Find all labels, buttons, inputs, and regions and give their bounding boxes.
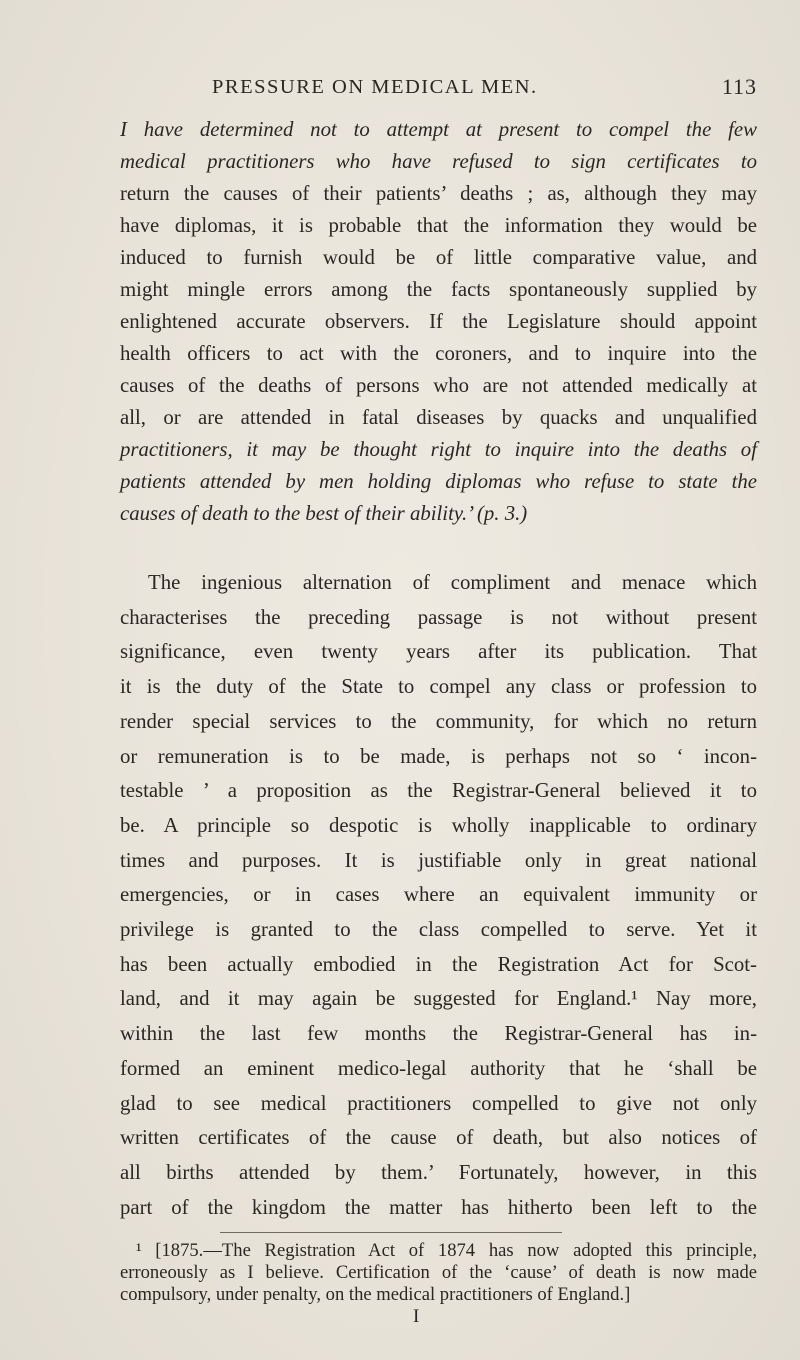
signature-mark: I	[413, 1305, 420, 1327]
body-line: significance, even twenty years after its publication. That	[120, 640, 757, 664]
quote-line: induced to furnish would be of little comparative value, and	[120, 246, 757, 269]
body-line: characterises the preceding passage is not without present	[120, 605, 757, 629]
footnote-line: ¹ [1875.—The Registration Act of 1874 has now adopted this principle,	[136, 1239, 757, 1261]
body-line: part of the kingdom the matter has hitherto been left to the	[120, 1195, 757, 1219]
body-line: glad to see medical practitioners compelled to give not only	[120, 1091, 757, 1115]
quote-line: all, or are attended in fatal diseases by quacks and unqualified	[120, 406, 757, 429]
body-line: render special services to the community, for which no return	[120, 709, 757, 733]
footnote-line: erroneously as I believe. Certification of the ‘cause’ of death is now made	[120, 1261, 757, 1283]
body-line: formed an eminent medico-legal authority that he ‘shall be	[120, 1056, 757, 1080]
body-line: all births attended by them.’ Fortunately, however, in this	[120, 1160, 757, 1184]
body-line: has been actually embodied in the Registration Act for Scot-	[120, 952, 757, 976]
body-line: The ingenious alternation of compliment and menace which	[148, 571, 757, 594]
body-line: testable ’ a proposition as the Registrar-General believed it to	[120, 779, 757, 803]
quote-line: causes of the deaths of persons who are not attended medically at	[120, 374, 757, 397]
footnote-line: compulsory, under penalty, on the medical practitioners of England.]	[120, 1283, 631, 1305]
quote-line: might mingle errors among the facts spontaneously supplied by	[120, 278, 757, 301]
body-line: it is the duty of the State to compel any class or profession to	[120, 675, 757, 699]
quote-line: I have determined not to attempt at present to compel the few	[120, 118, 757, 141]
body-line: be. A principle so despotic is wholly inapplicable to ordinary	[120, 813, 757, 837]
quote-line: health officers to act with the coroners, and to inquire into the	[120, 342, 757, 365]
footnote-separator	[220, 1232, 562, 1233]
running-title: PRESSURE ON MEDICAL MEN.	[212, 76, 538, 98]
quote-line: practitioners, it may be thought right to inquire into the deaths of	[120, 438, 757, 461]
body-line: within the last few months the Registrar-General has in-	[120, 1022, 757, 1046]
page-number: 113	[721, 74, 757, 99]
quote-line: enlightened accurate observers. If the Legislature should appoint	[120, 310, 757, 333]
quote-line: medical practitioners who have refused to sign certificates to	[120, 150, 757, 173]
body-line: land, and it may again be suggested for England.¹ Nay more,	[120, 987, 757, 1011]
quote-line: patients attended by men holding diplomas who refuse to state the	[120, 470, 757, 493]
body-line: or remuneration is to be made, is perhaps not so ‘ incon-	[120, 744, 757, 768]
body-line: times and purposes. It is justifiable only in great national	[120, 848, 757, 872]
quote-line: return the causes of their patients’ deaths ; as, although they may	[120, 182, 757, 205]
running-head	[212, 76, 757, 108]
body-line: written certificates of the cause of death, but also notices of	[120, 1126, 757, 1150]
quote-line: causes of death to the best of their ability.’ (p. 3.)	[120, 502, 528, 525]
body-line: emergencies, or in cases where an equivalent immunity or	[120, 883, 757, 907]
body-line: privilege is granted to the class compelled to serve. Yet it	[120, 918, 757, 941]
quote-line: have diplomas, it is probable that the information they would be	[120, 214, 757, 237]
